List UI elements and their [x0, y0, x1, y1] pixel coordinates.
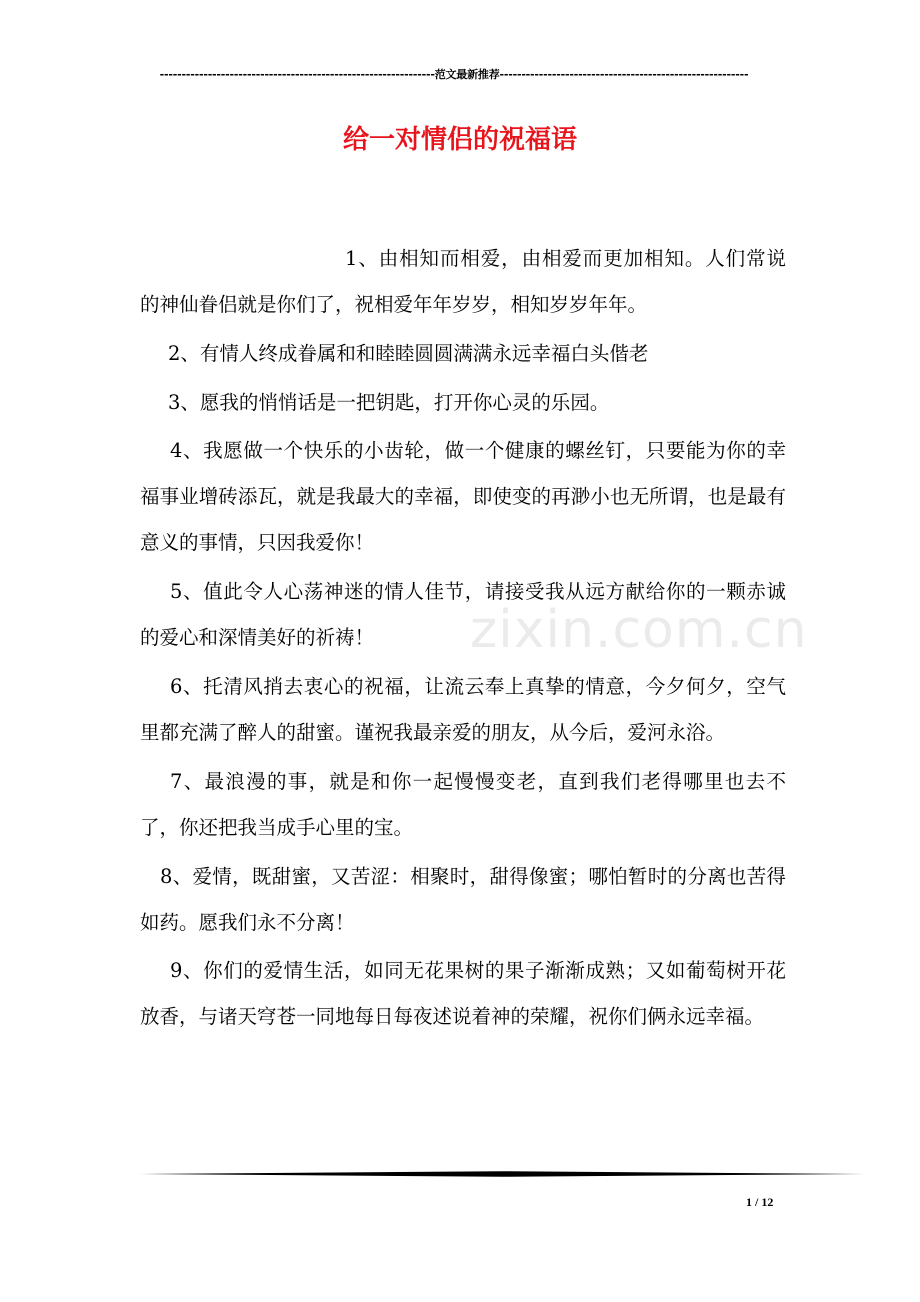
document-body [140, 236, 786, 1043]
footer-divider [140, 1170, 864, 1178]
paragraph-3: 3、愿我的悄悄话是一把钥匙，打开你心灵的乐园。 [168, 390, 610, 414]
paragraph-8: 8、爱情，既甜蜜，又苦涩：相聚时，甜得像蜜；哪怕暂时的分离也苦得如药。愿我们永不分离！ [140, 864, 786, 934]
paragraph-1: 1、由相知而相爱，由相爱而更加相知。人们常说的神仙眷侣就是你们了，祝相爱年年岁岁，相知岁岁年年。 [140, 247, 786, 316]
page-title: 给一对情侣的祝福语 [342, 125, 577, 155]
paragraph-6: 6、托清风捎去衷心的祝福，让流云奉上真挚的情意，今夕何夕，空气里都充满了醉人的甜蜜。谨祝我最亲爱的朋友，从今后，爱河永浴。 [140, 674, 786, 744]
paragraph-5: 5、值此令人心荡神迷的情人佳节，请接受我从远方献给你的一颗赤诚的爱心和深情美好的祈祷！ [140, 580, 786, 650]
document-header: ---------------------------------------------------------------范文最新推荐--------------------------------------------------------- [159, 68, 749, 81]
watermark: zixin.com.cn [470, 600, 808, 660]
paragraph-4: 4、我愿做一个快乐的小齿轮，做一个健康的螺丝钉，只要能为你的幸福事业增砖添瓦，就是我最大的幸福，即使变的再渺小也无所谓，也是最有意义的事情，只因我爱你！ [140, 439, 786, 555]
paragraph-7: 7、最浪漫的事，就是和你一起慢慢变老，直到我们老得哪里也去不了，你还把我当成手心里的宝。 [140, 769, 786, 839]
paragraph-2: 2、有情人终成眷属和和睦睦圆圆满满永远幸福白头偕老 [168, 341, 649, 365]
paragraph-9: 9、你们的爱情生活，如同无花果树的果子渐渐成熟；又如葡萄树开花放香，与诸天穹苍一同地每日每夜述说着神的荣耀，祝你们俩永远幸福。 [140, 959, 786, 1029]
page-number: 1 / 12 [746, 1195, 774, 1209]
